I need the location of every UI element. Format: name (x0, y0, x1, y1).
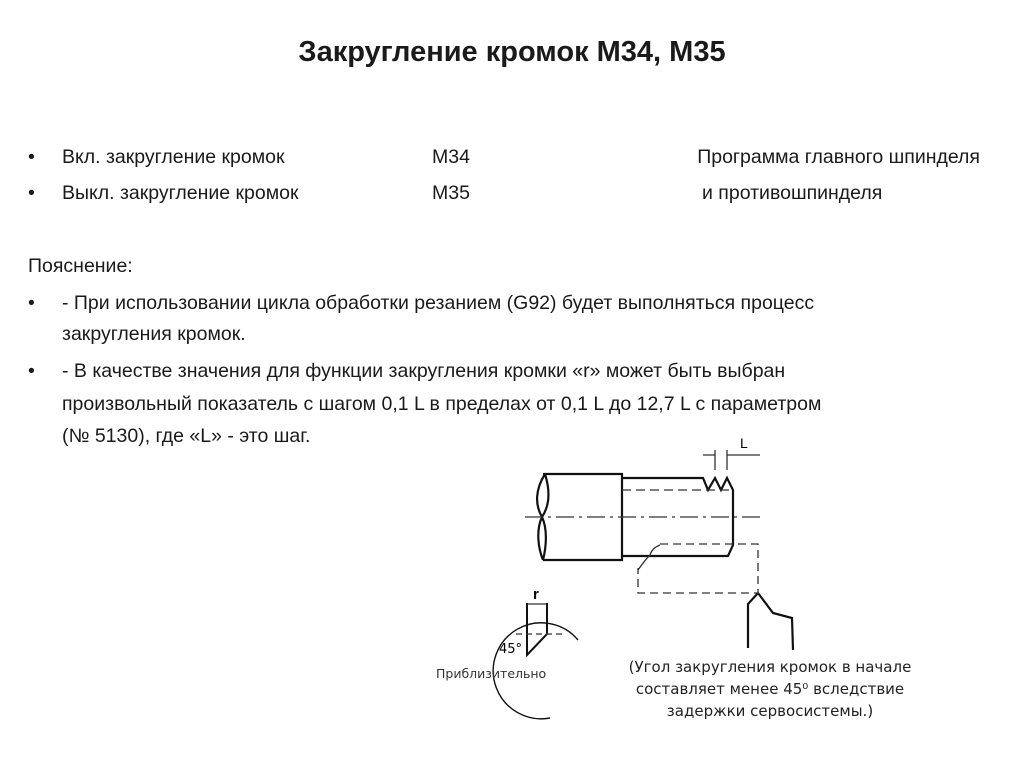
tool-tip-detail (527, 603, 547, 655)
code-m34: M34 (432, 146, 470, 168)
angle-label: 45° (499, 642, 523, 657)
explanation-heading: Пояснение: (28, 255, 133, 277)
explanation-line: (№ 5130), где «L» - это шаг. (62, 425, 311, 447)
bullet: • (28, 146, 35, 168)
bullet: • (28, 292, 35, 314)
explanation-line: произвольный показатель с шагом 0,1 L в пределах от 0,1 L до 12,7 L с параметром (62, 393, 822, 415)
pitch-label: L (740, 435, 748, 451)
bullet: • (28, 360, 35, 382)
tool-path (638, 544, 758, 593)
diagram-caption-line: (Угол закругления кромок в начале (628, 658, 912, 676)
slide-title: Закругление кромок M34, M35 (298, 36, 726, 68)
code-label-m34: Вкл. закругление кромок (62, 146, 285, 168)
code-m35: M35 (432, 182, 470, 204)
explanation-line: - При использовании цикла обработки резанием (G92) будет выполняться процесс (62, 292, 815, 314)
code-note-2: и противошпинделя (702, 182, 883, 204)
radius-label: r (533, 586, 539, 603)
code-label-m35: Выкл. закругление кромок (62, 182, 299, 204)
bullet: • (28, 182, 35, 204)
approx-label: Приблизительно (436, 666, 547, 681)
diagram-caption-line: задержки сервосистемы.) (666, 702, 874, 720)
code-note-1: Программа главного шпинделя (697, 146, 980, 168)
pitch-dimension (703, 450, 760, 470)
explanation-line: закругления кромок. (62, 323, 246, 345)
cutting-tool (748, 593, 793, 650)
explanation-line: - В качестве значения для функции закругления кромки «r» может быть выбран (62, 360, 786, 382)
diagram-caption-line: составляет менее 45⁰ вследствие (635, 680, 905, 698)
